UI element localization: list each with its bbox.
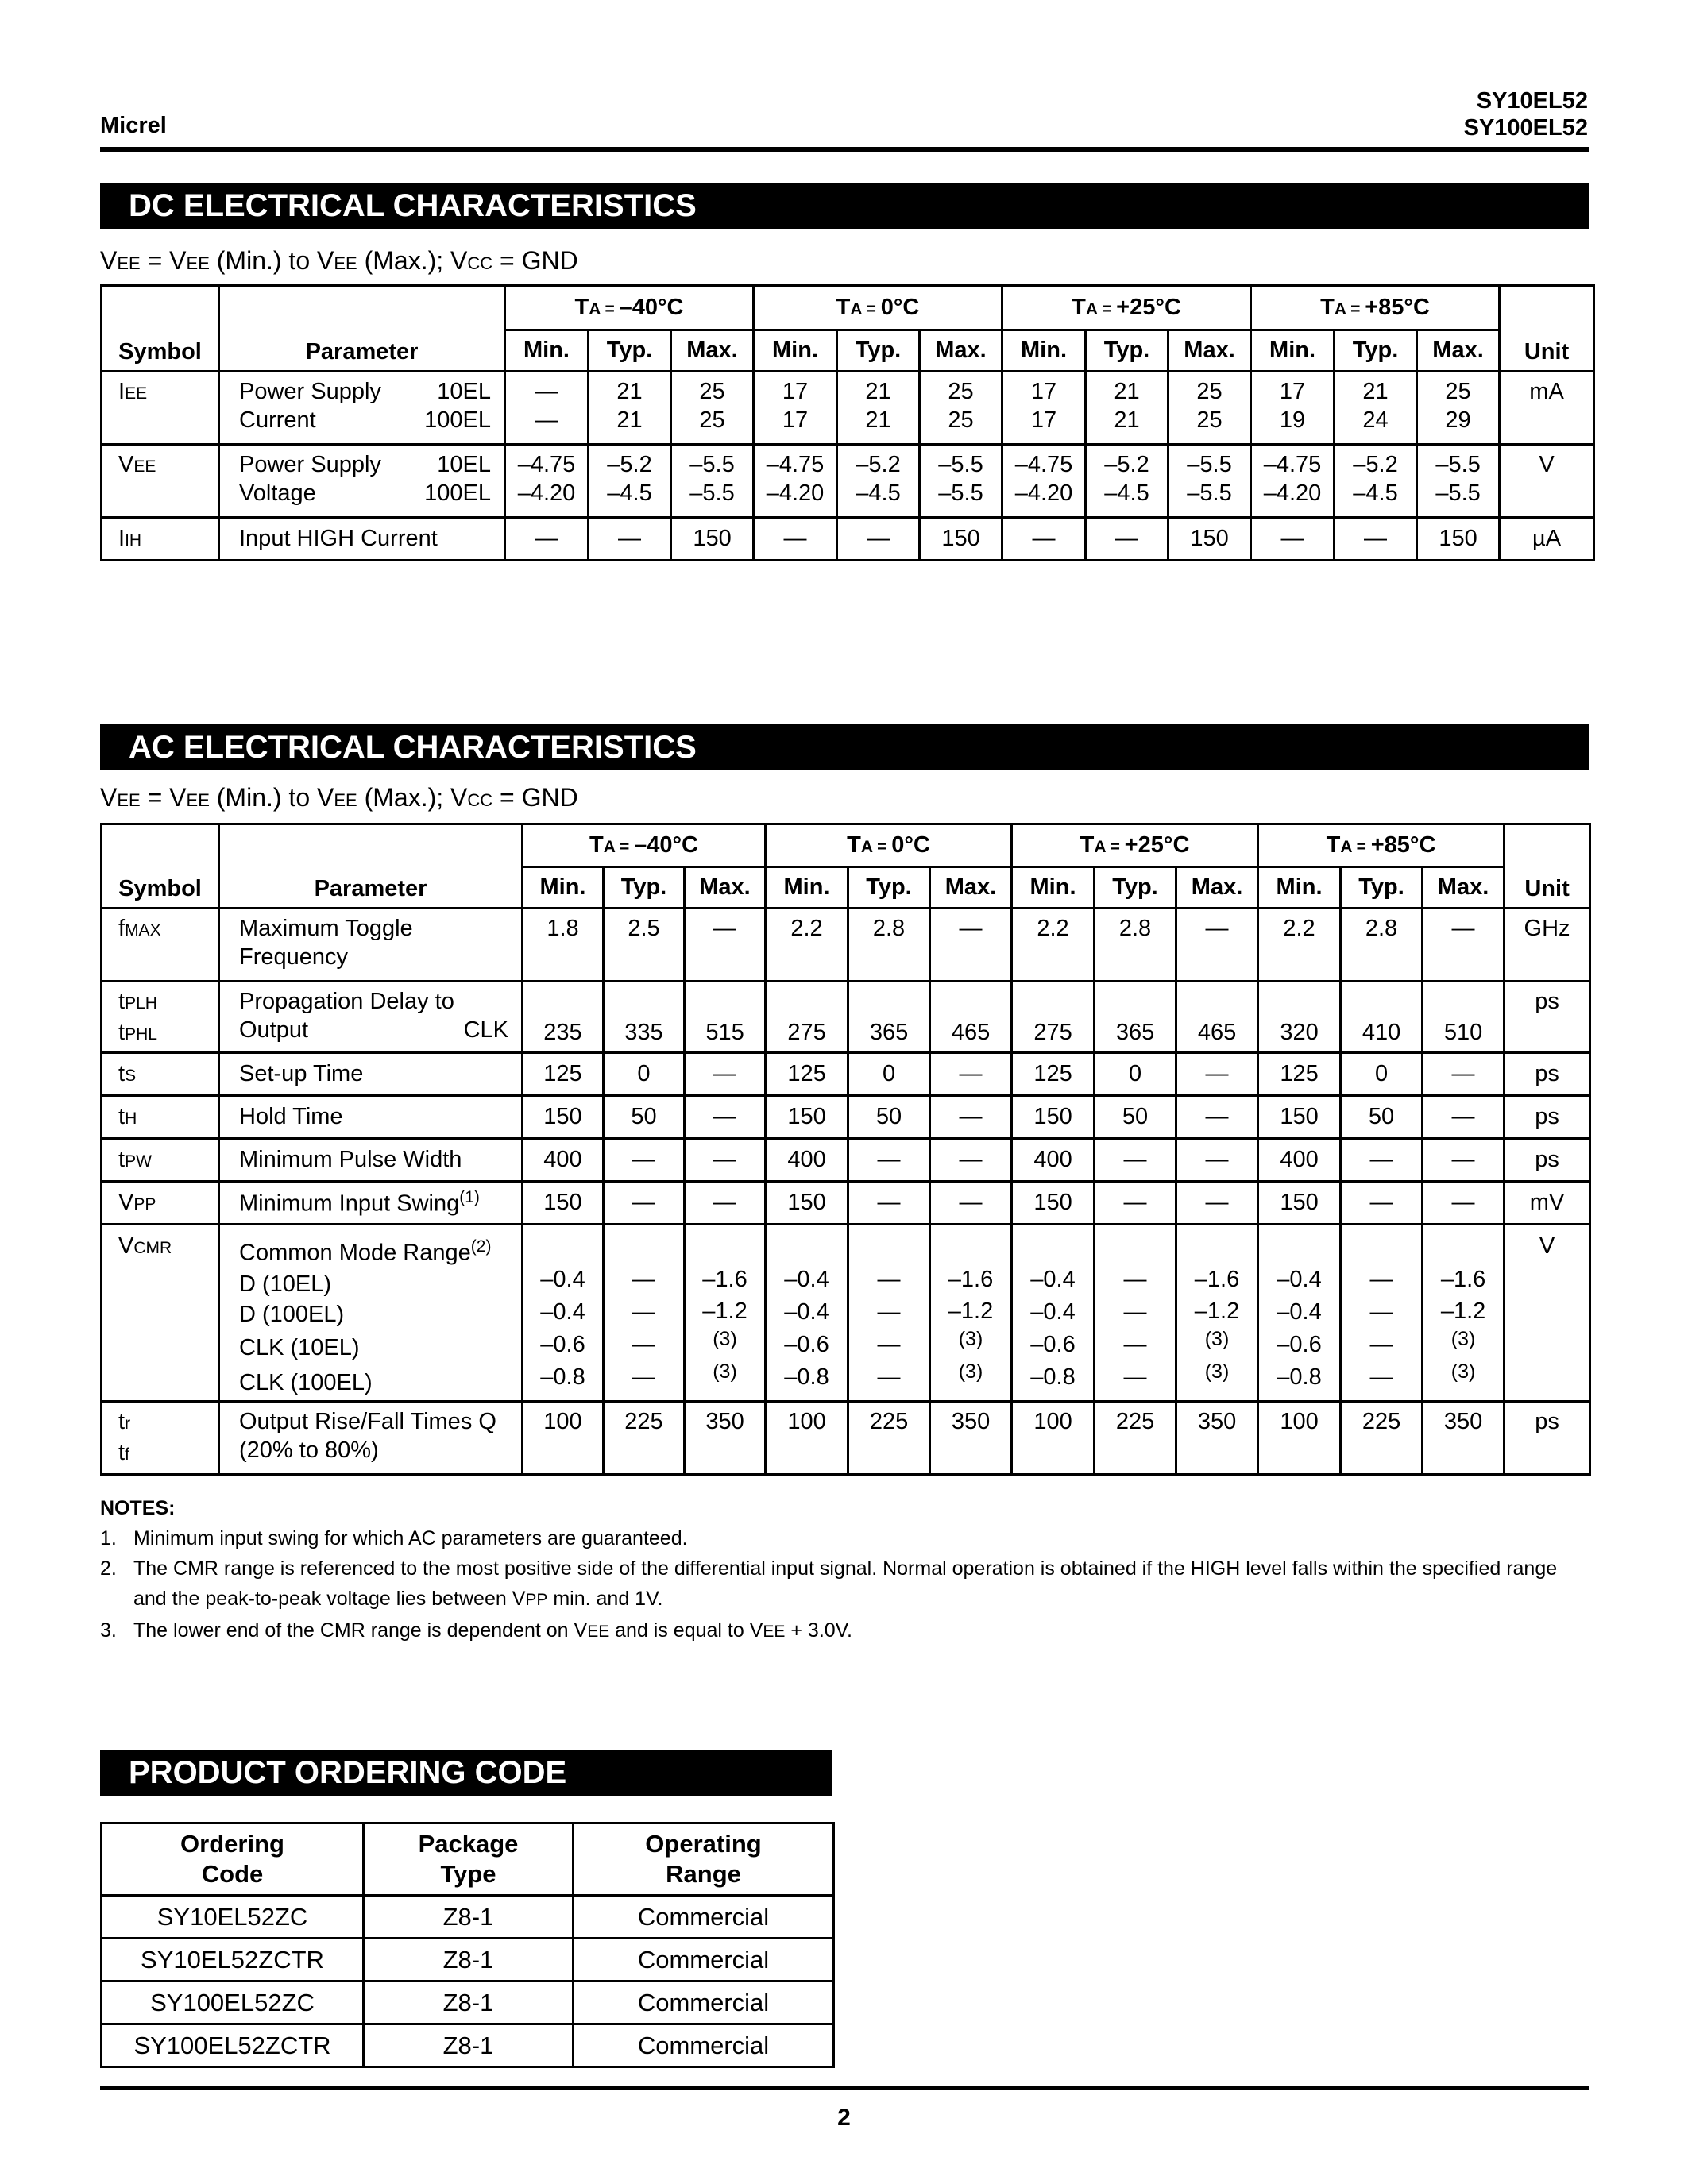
ac-minmax-row: Min. Typ. Max. Min. Typ. Max. Min. Typ. Max. Min. Typ. Max. — [102, 867, 1590, 909]
ac-row-tpw: tPW Minimum Pulse Width 400 — — 400 — — 400 — — 400 — — ps — [102, 1139, 1590, 1182]
dc-section-title: DC ELECTRICAL CHARACTERISTICS — [100, 183, 1589, 229]
notes — [100, 1493, 1593, 1647]
ac-col-parameter: Parameter — [219, 824, 523, 909]
col-parameter: Parameter — [219, 286, 505, 372]
part-numbers — [1464, 87, 1588, 141]
ac-section-title: AC ELECTRICAL CHARACTERISTICS — [100, 724, 1589, 770]
part-number-10el: SY10EL52 — [1476, 88, 1588, 114]
ac-row-vcmr: VCMR Common Mode Range$^{(2)}$ D (10EL) D (100EL) CLK (10EL) CLK (100EL) –0.4 –0.4 –0.6 –0.8 — — — — –1.6 –1.2 (3) (3) –0.4 –0.4 –0.6 –0.8 — — — — –1.6 –1.2 (3) (3) –0.4 –0.4 –0.6 –0.8 — — — — –1.6 –1.2 (3) (3) –0.4 –0.4 –0.6 –0.8 — — — — –1.6 –1.2 (3) (3) V — [102, 1225, 1590, 1402]
ordering-row: SY100EL52ZC Z8-1 Commercial — [102, 1981, 834, 2024]
temp-header-25: TA = +25°C — [1002, 286, 1251, 330]
company-name: Micrel — [100, 113, 167, 138]
ordering-section-title: PRODUCT ORDERING CODE — [100, 1750, 832, 1796]
temp-header-0: TA = 0°C — [754, 286, 1002, 330]
page-number: 2 — [837, 2105, 851, 2131]
ac-row-trtf: tr tf Output Rise/Fall Times Q (20% to 80%) 100 225 350 100 225 350 100 225 350 100 225 350 ps — [102, 1401, 1590, 1474]
col-unit: Unit — [1500, 286, 1594, 372]
dc-conditions: VEE = VEE (Min.) to VEE (Max.); VCC = GND — [100, 246, 578, 275]
ac-row-tpd: tPLH tPHL Propagation Delay to Output CLK 235 335 515 275 365 465 275 365 465 320 410 510 ps — [102, 982, 1590, 1053]
ac-conditions: VEE = VEE (Min.) to VEE (Max.); VCC = GND — [100, 783, 578, 812]
col-symbol: Symbol — [102, 286, 219, 372]
temp-header-85: TA = +85°C — [1251, 286, 1500, 330]
dc-row-iee: IEE Power Supply 10EL Current 100EL — — 21 21 25 25 17 17 21 21 25 25 17 17 21 21 25 25 17 19 21 24 25 29 mA — [102, 372, 1594, 445]
notes-title: NOTES: — [100, 1497, 176, 1519]
ac-row-fmax: fMAX Maximum Toggle Frequency 1.8 2.5 — 2.2 2.8 — 2.2 2.8 — 2.2 2.8 — GHz — [102, 909, 1590, 982]
note-1: 1. Minimum input swing for which AC parameters are guaranteed. — [100, 1527, 688, 1549]
note-2: 2. The CMR range is referenced to the most positive side of the differential input signal. Normal operation is obtained if the HIGH level falls within the specified range and the peak-to-peak voltage lies between VPP min. and 1V. — [100, 1557, 1558, 1610]
ordering-row: SY100EL52ZCTR Z8-1 Commercial — [102, 2024, 834, 2067]
temp-header-m40: TA = –40°C — [505, 286, 754, 330]
ac-characteristics-table — [100, 823, 1591, 1476]
ac-row-th: tH Hold Time 150 50 — 150 50 — 150 50 — 150 50 — ps — [102, 1096, 1590, 1139]
dc-row-vee: VEE Power Supply 10EL Voltage 100EL –4.75 –4.20 –5.2 –4.5 –5.5 –5.5 –4.75 –4.20 –5.2 –4.5 –5.5 –5.5 –4.75 –4.20 –5.2 –4.5 –5.5 –5.5 –4.75 –4.20 –5.2 –4.5 –5.5 –5.5 V — [102, 445, 1594, 518]
ac-temp-header-25: TA = +25°C — [1012, 824, 1258, 867]
footer-rule — [100, 2086, 1589, 2090]
ac-row-ts: tS Set-up Time 125 0 — 125 0 — 125 0 — 125 0 — ps — [102, 1053, 1590, 1096]
ordering-table — [100, 1822, 835, 2068]
ac-temp-header-0: TA = 0°C — [766, 824, 1012, 867]
ordering-row: SY10EL52ZCTR Z8-1 Commercial — [102, 1939, 834, 1981]
dc-row-iih: IIH Input HIGH Current — — 150 — — 150 — — 150 — — 150 µA — [102, 518, 1594, 561]
dc-characteristics-table — [100, 284, 1595, 561]
ac-temp-header-m40: TA = –40°C — [523, 824, 766, 867]
ac-col-unit: Unit — [1505, 824, 1590, 909]
ac-col-symbol: Symbol — [102, 824, 219, 909]
dc-minmax-row: Min. Typ. Max. Min. Typ. Max. Min. Typ. Max. Min. Typ. Max. — [102, 330, 1594, 372]
ac-temp-header-85: TA = +85°C — [1258, 824, 1505, 867]
header-rule — [100, 147, 1589, 152]
note-3: 3. The lower end of the CMR range is dependent on VEE and is equal to VEE + 3.0V. — [100, 1619, 852, 1642]
ordering-header-row: Ordering Code Package Type Operating Range — [102, 1823, 834, 1896]
ac-row-vpp: VPP Minimum Input Swing$^{(1)}$ 150 — — 150 — — 150 — — 150 — — mV — [102, 1182, 1590, 1225]
ordering-row: SY10EL52ZC Z8-1 Commercial — [102, 1896, 834, 1939]
part-number-100el: SY100EL52 — [1463, 115, 1588, 141]
